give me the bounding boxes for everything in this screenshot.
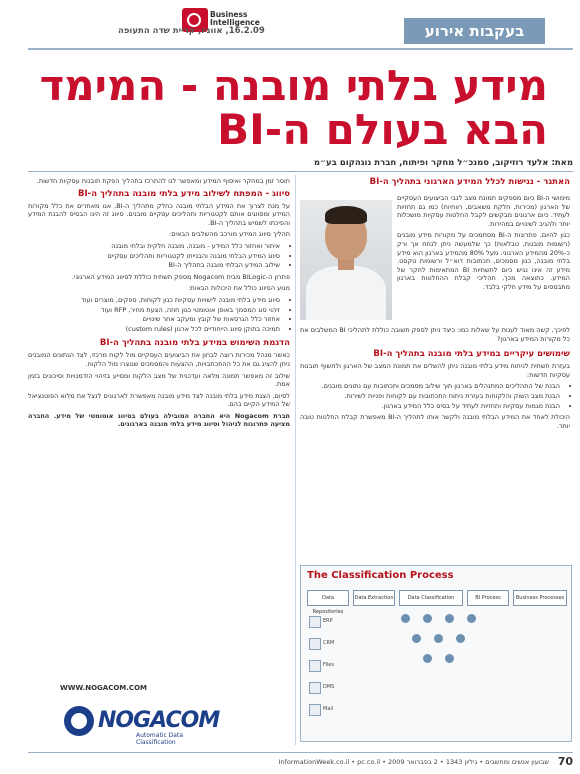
left-heading-2: הדגמת השימוש במידע בלתי מובנה בתהליך ה-BI <box>99 338 290 349</box>
byline-rule <box>28 171 573 172</box>
node-dot <box>456 634 465 643</box>
repo-label: DMS <box>323 684 335 690</box>
node-dot <box>445 654 454 663</box>
repo-label: ERP <box>323 618 333 624</box>
left-feature: • אחזור כלל הגרסאות של קובץ ומעקב אחר שינויים <box>28 315 280 324</box>
left-para-6: לסיום, הצגת מידע בלתי מובנה לצד מידע מובנה מאפשרת לארגונים לנצל את מלוא הפוטנציאל של המידע הקיים בהם. <box>28 391 290 409</box>
section-tag: בעקבות אירוע <box>404 18 545 44</box>
logo-text-line2: Intelligence <box>210 18 260 27</box>
article-headline: מידע בלתי מובנה - המימד הבא בעולם ה-BI <box>39 61 548 154</box>
page-number: 70 <box>557 755 573 768</box>
left-intro: חוסר זמן במחקר ואיסוף המידע ומאפשר לנו להתרכז בתהליך הפקת תובנות עסקיות חדשות. <box>36 177 290 185</box>
diagram-box: Business Processes <box>513 590 567 606</box>
left-heading-1: סיווג - המפתח לשילוב מידע בלתי מובנה בתהליך ה-BI <box>78 188 290 199</box>
left-para-4: כאשר מנהל מכירות רוצה לבחון את הביצועים העסקיים מול לקוח מרכזי, לצד הנתונים המובנים ניתן להציג גם את כל ההתכתבויות, ההצעות והמסמכים שנוצרו מול הלקוח. <box>28 351 290 368</box>
company-blurb: חברת Nogacom היא החברה המובילה בעולם בסיווג אוטומטי של מידע. החברה מציעה פתרונות לניהול וסיווג מידע בלתי מובנה בארגונים. <box>28 411 291 429</box>
diagram-title: The Classification Process <box>307 570 454 581</box>
page-footer <box>28 752 573 767</box>
right-text-beside-photo <box>397 194 570 295</box>
diagram-box: Data Classification <box>399 590 463 606</box>
repo-icon <box>309 704 321 716</box>
article-byline: מאת: אלעד רוזיקוב, סמנכ״ל מחקר ופיתוח, חברת נוגהקום בע״מ <box>313 158 573 168</box>
left-para-1: על מנת לצרוך את המידע הבלתי מובנה כחלק מתהליך ה-BI, אנו מאתרים את כלל מקורות המידע ומסווגים אותם לקטגוריות ותהליכים עסקיים מובנים. סיווג זה הינו הבסיס להבנת המידע והפיכתו לשמיש בתהליך ה-BI. <box>28 201 290 227</box>
left-para-2: פתרון ה-BILogic מבית Nogacom מספק תשתית כוללת לסיווג המידע הארגוני. <box>71 272 290 281</box>
right-bullet: • הבנת מצב השוק והלקוחות בעזרת ניתוח התכתובות עם לקוחות ופניות לשירות. <box>300 392 560 401</box>
logo-text-line1: Business <box>210 10 248 19</box>
diagram-box: Data Extraction <box>353 590 395 606</box>
left-column <box>28 177 290 432</box>
repo-label: Files <box>323 662 334 668</box>
right-para-5: היכולת לאחד את המידע הבלתי מובנה ולקשר אותו לתהליך ה-BI מאפשרת קבלת החלטות טובה יותר. <box>300 413 570 430</box>
right-bullet: • הבנת מגמות עסקיות ותחזיות לעתיד על בסיס כלל המידע בארגון. <box>300 402 560 411</box>
nogacom-logo-mark <box>64 706 94 736</box>
column-divider <box>295 175 296 745</box>
diagram-box: Data Repositories <box>307 590 349 606</box>
node-dot <box>401 614 410 623</box>
left-para-5: שילוב זה מאפשר תמונה מלאה ועדכנית של מצב הלקוח ומסייע בזיהוי הזדמנויות וסיכונים בזמן אמת. <box>28 371 290 389</box>
repo-label: CRM <box>323 640 335 646</box>
top-rule <box>28 48 573 50</box>
node-dot <box>467 614 476 623</box>
photo-hair <box>325 206 367 224</box>
diagram-box: BI Process <box>467 590 509 606</box>
node-dot <box>434 634 443 643</box>
footer-text: שבועון אנשים ומחשבים • גיליון 1343 • 2 בפברואר 2009 • InformationWeek.co.il • pc.co.il <box>278 758 549 766</box>
right-heading-1: האתגר - נגישות לכלל המידע הארגוני בתהליך ה-BI <box>369 177 570 187</box>
right-column-lower <box>300 326 570 433</box>
right-para-3: לפיכך, קשה מאוד לענות על שאלות כמו: כיצד ניתן לספק תשובה כוללת לתהליכי BI המשלבים את כל מקורות המידע בארגון? <box>300 326 570 343</box>
logo-text <box>210 11 260 27</box>
left-steps-list <box>28 242 290 270</box>
nogacom-tagline: Automatic Data Classification <box>136 732 184 746</box>
left-step: • שילוב המידע הבלתי מובנה בתהליך ה-BI <box>28 261 280 270</box>
left-para-3: מנוע הסיווג כולל את היכולות הבאות: <box>188 284 290 293</box>
node-dot <box>412 634 421 643</box>
right-para-4: בעזרת תשתית לניתוח מידע בלתי מובנה ניתן להשלים את תמונת המצב של הארגון ולחשוף תובנות עסקיות חדשות: <box>300 362 570 379</box>
event-date-place: 16.2.09, אווניו, קריית שדה התעופה <box>118 26 265 36</box>
left-feature: • תמיכה בתוקן סיווג הייחודיים לכל ארגון (custom rules) <box>28 325 280 334</box>
repo-icon <box>309 660 321 672</box>
node-dot <box>423 654 432 663</box>
author-photo <box>300 200 392 320</box>
nogacom-logo-text: NOGACOM <box>98 708 220 733</box>
right-column <box>300 177 570 190</box>
repo-label: Mail <box>323 706 334 712</box>
left-step: • סיווג המידע הבלתי מובנה והבנייתו לקטגוריות ותהליכים עסקיים <box>28 252 280 261</box>
left-feature: • סיווג מידע בלתי מובנה לישויות עסקיות כגון לקוחות, ספקים, מוצרים ועוד <box>28 296 280 305</box>
repo-icon <box>309 682 321 694</box>
node-dot <box>423 614 432 623</box>
classification-process-diagram <box>300 565 572 742</box>
right-bullet-list <box>300 382 570 410</box>
right-heading-2: שימושים עיקריים במידע בלתי מובנה בתהליך ה-BI <box>373 349 570 360</box>
nogacom-logo <box>64 702 220 746</box>
node-dot <box>445 614 454 623</box>
repo-icon <box>309 638 321 650</box>
right-para-1: מימושי ה-BI כיום מספקים תמונת מצב לגבי הביצועים העסקיים של הארגון (מכירות, חלקת משאבים, רווחיות) כמו גם תחזיות לעתיד. כיום ארגונים מבקשים לקבל החלטות עסקיות מושכלות יותר ולהגיב לשינויים במהירות. <box>397 194 570 228</box>
classification-nodes <box>401 614 541 674</box>
photo-shirt <box>306 266 386 320</box>
left-features-list <box>28 296 290 333</box>
company-url[interactable]: WWW.NOGACOM.COM <box>60 684 147 692</box>
repo-icon <box>309 616 321 628</box>
left-feature: • זיהוי סוג המסמך באופן אוטומטי כגון חוזה, הצעת מחיר, RFP ועוד <box>28 306 280 315</box>
left-list-title: תהליך סיווג המידע מורכב מהשלבים הבאים: <box>169 230 290 239</box>
right-bullet: • הבנת של התהליכים המתנהלים בארגון תוך שילוב מסמכים ותכתובות עם נתונים מובנים. <box>300 382 560 391</box>
right-para-2: כגון להיום, פתרונות ה-BI מסתמכים על מקורות מידע מובנים (רשומות מובנות, טבלאות) כך שלמעשה ניתן לנתח אך ורק כ-20% מהמידע הארגוני. מעל 80% מהמידע בארגון הוא מידע בלתי מובנה, כגון מסמכים, תכתובות דוא״ל ורשומות טקסט. מידע זה אינו נגיש כיום לתשתיות BI המתאימות לחקר של המידע. כתוצאה מכך, תהליכי קבלת ההחלטות בארגון מתבססים על מידע חלקי בלבד. <box>397 231 570 291</box>
left-step: • איתור ואחזור כלל המידע - מובנה, מובנה חלקית ובלתי מובנה <box>28 242 280 251</box>
